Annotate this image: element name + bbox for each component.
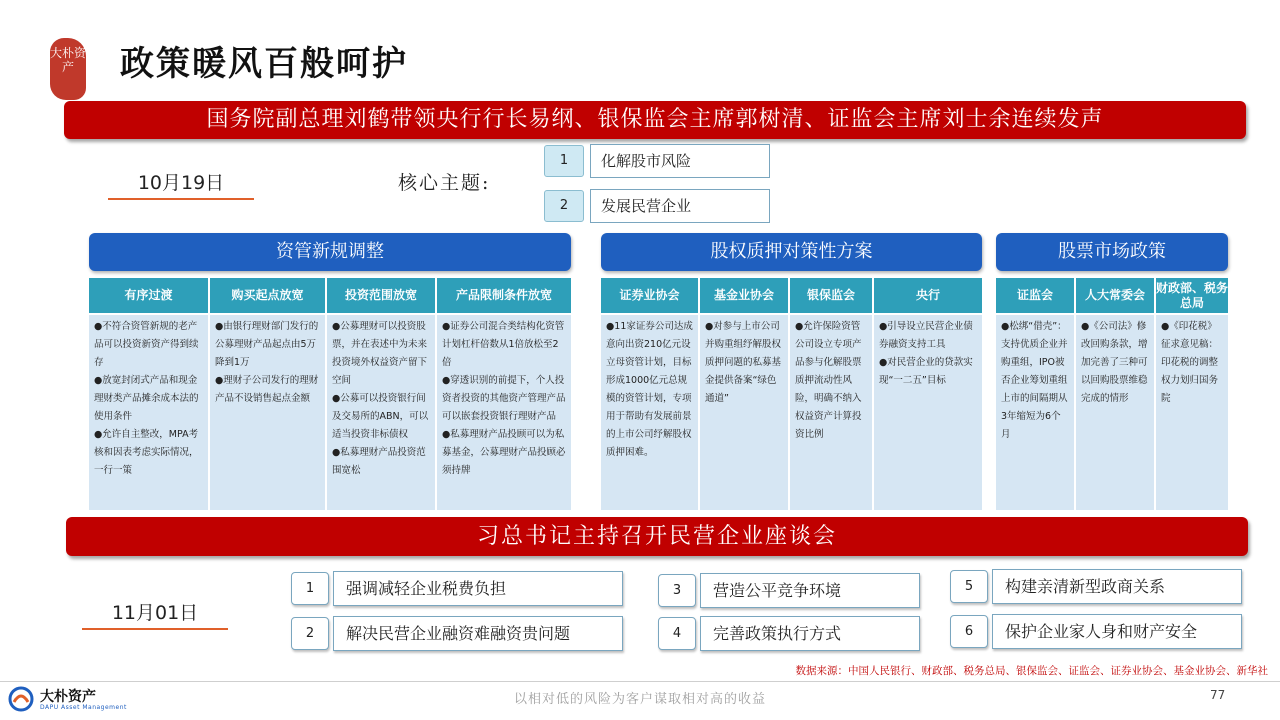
policy-banner-symposium: 习总书记主持召开民营企业座谈会 <box>66 517 1248 556</box>
column-header-cbirc: 银保监会 <box>790 278 872 313</box>
section-title-stock-market: 股票市场政策 <box>996 233 1228 271</box>
list-item: ●《印花税》征求意见稿：印花税的调整权力划归国务院 <box>1161 321 1219 404</box>
column-header-ministry-of-finance: 财政部、税务总局 <box>1156 278 1228 313</box>
measure-text-5: 构建亲清新型政商关系 <box>992 569 1242 604</box>
cell-investment-scope <box>327 315 435 510</box>
measure-text-3: 营造公平竞争环境 <box>700 573 920 608</box>
brand-name: 大朴资产 <box>40 689 96 705</box>
list-item: ●允许保险资管公司设立专项产品参与化解股票质押流动性风险，明确不纳入权益资产计算投资比例 <box>795 321 862 440</box>
core-theme-text-2: 发展民营企业 <box>590 189 770 223</box>
data-source: 数据来源：中国人民银行、财政部、税务总局、银保监会、证监会、证券业协会、基金业协会、新华社 <box>795 665 1268 677</box>
list-item: ●由银行理财部门发行的公募理财产品起点由5万降到1万 <box>215 321 319 368</box>
section-title-asset-management: 资管新规调整 <box>89 233 571 271</box>
core-theme-label: 核心主题: <box>398 172 491 194</box>
list-item: ●引导设立民营企业债券融资支持工具 <box>879 321 973 350</box>
measure-text-6: 保护企业家人身和财产安全 <box>992 614 1242 649</box>
list-item: ●公募理财可以投资股票，并在表述中为未来投资境外权益资产留下空间 <box>332 321 428 386</box>
cell-securities-association <box>601 315 698 510</box>
column-header-investment-scope: 投资范围放宽 <box>327 278 435 313</box>
measure-number-3: 3 <box>658 574 696 607</box>
cell-central-bank <box>874 315 982 510</box>
page-number: 77 <box>1210 688 1226 702</box>
list-item: ●《公司法》修改回购条款，增加完善了三种可以回购股票维稳完成的情形 <box>1081 321 1148 404</box>
core-theme-number-2: 2 <box>544 190 584 222</box>
page-title: 政策暖风百般呵护 <box>120 44 408 84</box>
measure-text-4: 完善政策执行方式 <box>700 616 920 651</box>
list-item: ●证券公司混合类结构化资管计划杠杆倍数从1倍放松至2倍 <box>442 321 565 368</box>
column-header-product-restrictions: 产品限制条件放宽 <box>437 278 571 313</box>
list-item: ●允许自主整改，MPA考核和因表考虑实际情况，一行一策 <box>94 429 199 476</box>
measure-text-2: 解决民营企业融资难融资贵问题 <box>333 616 623 651</box>
cell-csrc <box>996 315 1074 510</box>
section-title-equity-pledge: 股权质押对策性方案 <box>601 233 982 271</box>
cell-ministry-of-finance <box>1156 315 1228 510</box>
measure-number-2: 2 <box>291 617 329 650</box>
list-item: ●不符合资管新规的老产品可以投资新资产得到续存 <box>94 321 199 368</box>
list-item: ●理财子公司发行的理财产品不设销售起点金额 <box>215 375 319 404</box>
footer-slogan: 以相对低的风险为客户谋取相对高的收益 <box>513 692 766 707</box>
measure-number-1: 1 <box>291 572 329 605</box>
list-item: ●私募理财产品投资范围宽松 <box>332 447 426 476</box>
list-item: ●放宽封闭式产品和现金理财类产品摊余成本法的使用条件 <box>94 375 199 422</box>
cell-cbirc <box>790 315 872 510</box>
column-header-central-bank: 央行 <box>874 278 982 313</box>
core-theme-text-1: 化解股市风险 <box>590 144 770 178</box>
brand-seal-logo <box>50 38 86 100</box>
cell-orderly-transition <box>89 315 208 510</box>
measure-number-5: 5 <box>950 570 988 603</box>
date-label-2: 11月01日 <box>111 602 199 624</box>
list-item: ●11家证券公司达成意向出资210亿元设立母资管计划，目标形成1000亿元总规模的资管计划，专项用于帮助有发展前景的上市公司纾解股权质押困难。 <box>606 321 693 458</box>
cell-purchase-threshold <box>210 315 325 510</box>
cell-product-restrictions <box>437 315 571 510</box>
list-item: ●对参与上市公司并购重组纾解股权质押问题的私募基金提供备案“绿色通道” <box>705 321 782 404</box>
date-underline-2 <box>82 628 228 630</box>
column-header-securities-association: 证券业协会 <box>601 278 698 313</box>
footer-divider <box>0 681 1280 682</box>
column-header-purchase-threshold: 购买起点放宽 <box>210 278 325 313</box>
column-header-fund-association: 基金业协会 <box>700 278 788 313</box>
list-item: ●穿透识别的前提下，个人投资者投资的其他资产管理产品可以嵌套投资银行理财产品 <box>442 375 566 422</box>
list-item: ●私募理财产品投顾可以为私募基金，公募理财产品投顾必须持牌 <box>442 429 566 476</box>
measure-number-4: 4 <box>658 617 696 650</box>
list-item: ●对民营企业的贷款实现“一二五”目标 <box>879 357 973 386</box>
core-theme-number-1: 1 <box>544 145 584 177</box>
brand-seal-text: 大朴资产 <box>50 46 87 74</box>
date-label-1: 10月19日 <box>137 172 225 194</box>
brand-name-en: DAPU Asset Management <box>40 704 127 711</box>
date-underline-1 <box>108 198 254 200</box>
measure-text-1: 强调减轻企业税费负担 <box>333 571 623 606</box>
column-header-npc-standing-committee: 人大常委会 <box>1076 278 1154 313</box>
cell-npc-standing-committee <box>1076 315 1154 510</box>
measure-number-6: 6 <box>950 615 988 648</box>
list-item: ●公募可以投资银行间及交易所的ABN，可以适当投资非标债权 <box>332 393 429 440</box>
column-header-csrc: 证监会 <box>996 278 1074 313</box>
list-item: ●松绑“借壳”：支持优质企业并购重组，IPO被否企业筹划重组上市的间隔期从3年缩短为6个月 <box>1001 321 1068 440</box>
cell-fund-association <box>700 315 788 510</box>
column-header-orderly-transition: 有序过渡 <box>89 278 208 313</box>
policy-banner-top: 国务院副总理刘鹤带领央行行长易纲、银保监会主席郭树清、证监会主席刘士余连续发声 <box>64 101 1246 139</box>
